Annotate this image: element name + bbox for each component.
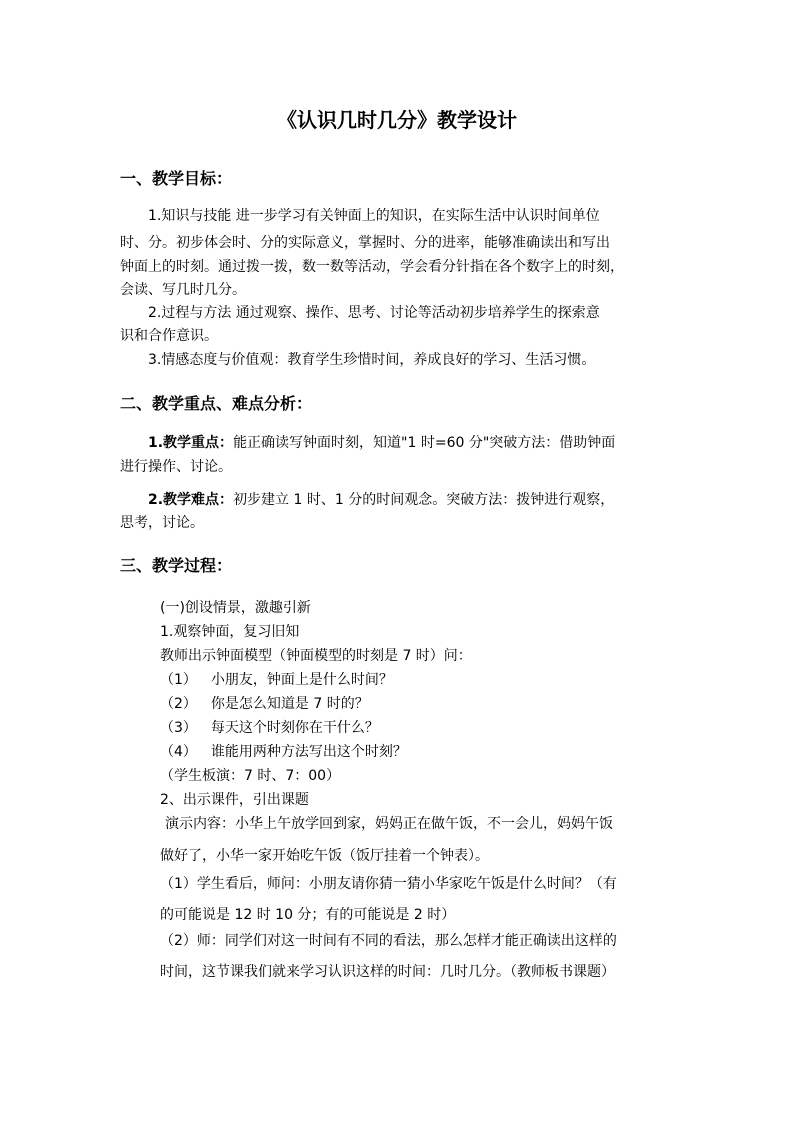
key-point-1 <box>148 433 615 453</box>
page-title: 《认识几时几分》教学设计 <box>277 108 517 132</box>
objective-2-line-1: 2.过程与方法 通过观察、操作、思考、讨论等活动初步培养学生的探索意 <box>148 305 600 321</box>
question-3: （3） 每天这个时刻你在干什么？ <box>160 720 379 736</box>
demo-content-line-1: 演示内容：小华上午放学回到家，妈妈正在做午饭，不一会儿，妈妈午饭 <box>165 816 613 832</box>
discussion-2-line-2: 时间，这节课我们就来学习认识这样的时间：几时几分。（教师板书课题） <box>160 964 615 980</box>
question-2: （2） 你是怎么知道是 7 时的？ <box>160 696 369 712</box>
process-step-1: (一)创设情景，激趣引新 <box>160 600 311 616</box>
objective-3: 3.情感态度与价值观：教育学生珍惜时间，养成良好的学习、生活习惯。 <box>148 352 596 368</box>
discussion-1-line-2: 的可能说是 12 时 10 分；有的可能说是 2 时） <box>160 907 456 923</box>
difficult-point-continued: 思考，讨论。 <box>120 515 204 531</box>
difficult-point <box>148 490 614 510</box>
section-heading-objectives: 一、教学目标： <box>120 169 233 188</box>
objective-2-line-2: 识和合作意识。 <box>120 328 218 344</box>
discussion-1-line-1: （1）学生看后，师问：小朋友请你猜一猜小华家吃午饭是什么时间？（有 <box>160 876 617 892</box>
difficult-point-label: 2.教学难点： <box>148 492 234 508</box>
question-4: （4） 谁能用两种方法写出这个时刻？ <box>160 744 407 760</box>
objective-1-line-4: 会读、写几时几分。 <box>120 282 246 298</box>
demo-content-line-2: 做好了，小华一家开始吃午饭（饭厅挂着一个钟表）。 <box>160 848 489 864</box>
process-step-2: 2、出示课件，引出课题 <box>160 792 309 808</box>
student-demo: （学生板演：7 时、7：00） <box>160 768 341 784</box>
teacher-question-intro: 教师出示钟面模型（钟面模型的时刻是 7 时）问： <box>160 648 472 664</box>
process-step-1-1: 1.观察钟面，复习旧知 <box>160 624 300 640</box>
key-point-1-label: 1.教学重点： <box>148 435 234 451</box>
key-point-1-continued: 进行操作、讨论。 <box>120 459 232 475</box>
question-1: （1） 小朋友，钟面上是什么时间？ <box>160 672 393 688</box>
discussion-2-line-1: （2）师：同学们对这一时间有不同的看法，那么怎样才能正确读出这样的 <box>160 933 617 949</box>
objective-1-line-1: 1.知识与技能 进一步学习有关钟面上的知识，在实际生活中认识时间单位 <box>148 208 600 224</box>
section-heading-process: 三、教学过程： <box>120 556 233 575</box>
objective-1-line-2: 时、分。初步体会时、分的实际意义，掌握时、分的进率，能够准确读出和写出 <box>120 235 610 251</box>
difficult-point-text: 初步建立 1 时、1 分的时间观念。突破方法：拨钟进行观察， <box>233 492 615 508</box>
objective-1-line-3: 钟面上的时刻。通过拨一拨，数一数等活动，学会看分针指在各个数字上的时刻， <box>120 259 624 275</box>
section-heading-key-points: 二、教学重点、难点分析： <box>120 394 313 413</box>
key-point-1-text: 能正确读写钟面时刻，知道"1 时=60 分"突破方法：借助钟面 <box>233 435 616 451</box>
